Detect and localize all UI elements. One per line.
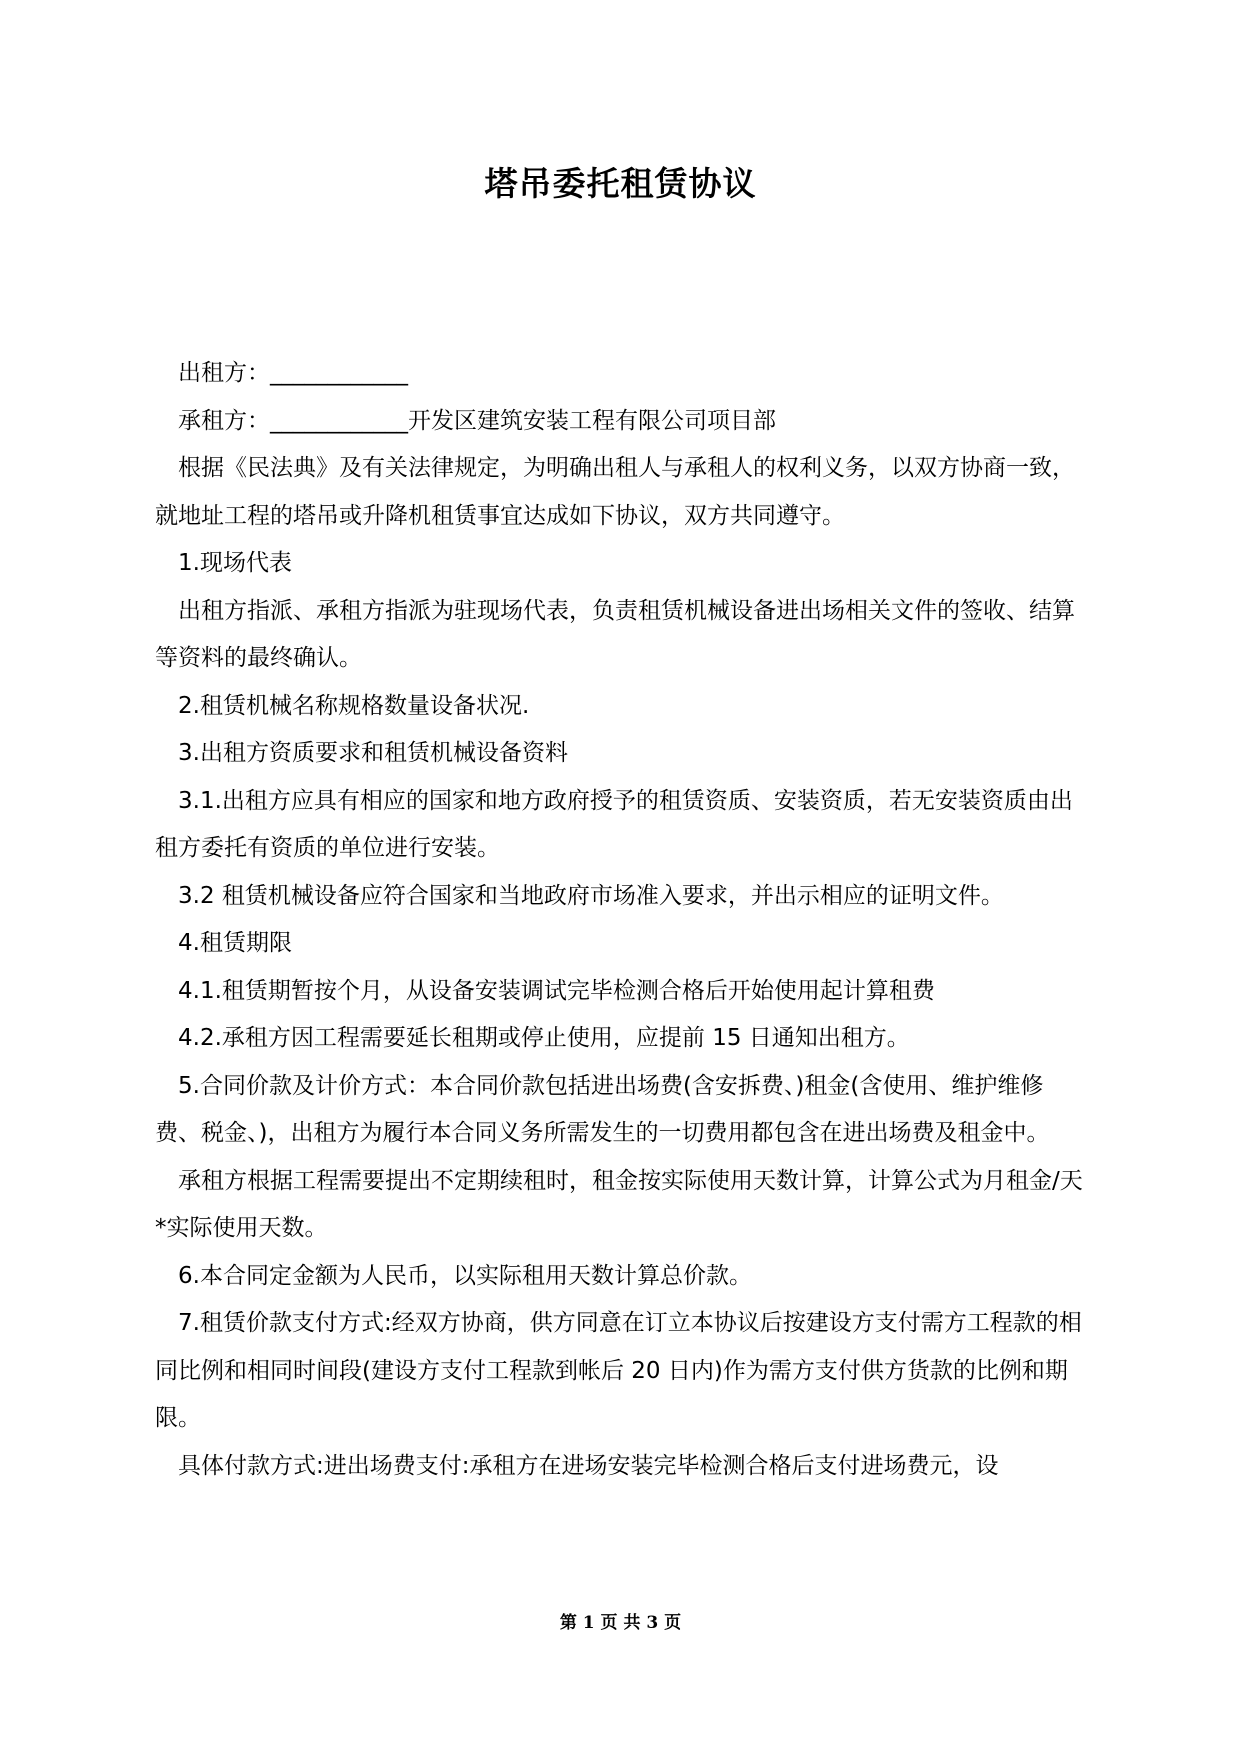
paragraph-section-1-heading: 1.现场代表: [178, 550, 292, 576]
paragraph-payment-method: 具体付款方式:进出场费支付:承租方在进场安装完毕检测合格后支付进场费元，设: [178, 1452, 999, 1479]
paragraph-section-3-1: 3.1.出租方应具有相应的国家和地方政府授予的租赁资质、安装资质，若无安装资质由出租方委托有资质的单位进行安装。: [155, 787, 1073, 861]
paragraph-section-6: 6.本合同定金额为人民币，以实际租用天数计算总价款。: [178, 1262, 752, 1289]
paragraph-section-3-2: 3.2 租赁机械设备应符合国家和当地政府市场准入要求，并出示相应的证明文件。: [178, 882, 1004, 909]
paragraph-lessor: 出租方：____________: [178, 360, 408, 386]
paragraph-section-7: 7.租赁价款支付方式:经双方协商，供方同意在订立本协议后按建设方支付需方工程款的相同比例和相同时间段(建设方支付工程款到帐后 20 日内)作为需方支付供方货款的比例和期限。: [155, 1310, 1082, 1431]
paragraph-section-4-heading: 4.租赁期限: [178, 930, 292, 956]
paragraph-lessee: 承租方：____________开发区建筑安装工程有限公司项目部: [178, 407, 776, 434]
paragraph-section-4-2: 4.2.承租方因工程需要延长租期或停止使用，应提前 15 日通知出租方。: [178, 1025, 910, 1051]
paragraph-section-5-renewal: 承租方根据工程需要提出不定期续租时，租金按实际使用天数计算，计算公式为月租金/天*实际使用天数。: [155, 1167, 1083, 1241]
paragraph-section-4-1: 4.1.租赁期暂按个月，从设备安装调试完毕检测合格后开始使用起计算租费: [178, 977, 935, 1004]
paragraph-section-1-body: 出租方指派、承租方指派为驻现场代表，负责租赁机械设备进出场相关文件的签收、结算等资料的最终确认。: [155, 597, 1075, 671]
page-number-footer: 第 1 页 共 3 页: [559, 1613, 682, 1633]
paragraph-section-3-heading: 3.出租方资质要求和租赁机械设备资料: [178, 740, 568, 766]
paragraph-preamble: 根据《民法典》及有关法律规定，为明确出租人与承租人的权利义务，以双方协商一致，就地址工程的塔吊或升降机租赁事宜达成如下协议，双方共同遵守。: [155, 455, 1075, 529]
paragraph-section-5: 5.合同价款及计价方式：本合同价款包括进出场费(含安拆费、)租金(含使用、维护维修费、税金、)，出租方为履行本合同义务所需发生的一切费用都包含在进出场费及租金中。: [155, 1072, 1050, 1146]
paragraph-section-2-heading: 2.租赁机械名称规格数量设备状况.: [178, 692, 530, 719]
document-body: [155, 350, 1085, 1490]
document-title: 塔吊委托租赁协议: [484, 164, 757, 203]
